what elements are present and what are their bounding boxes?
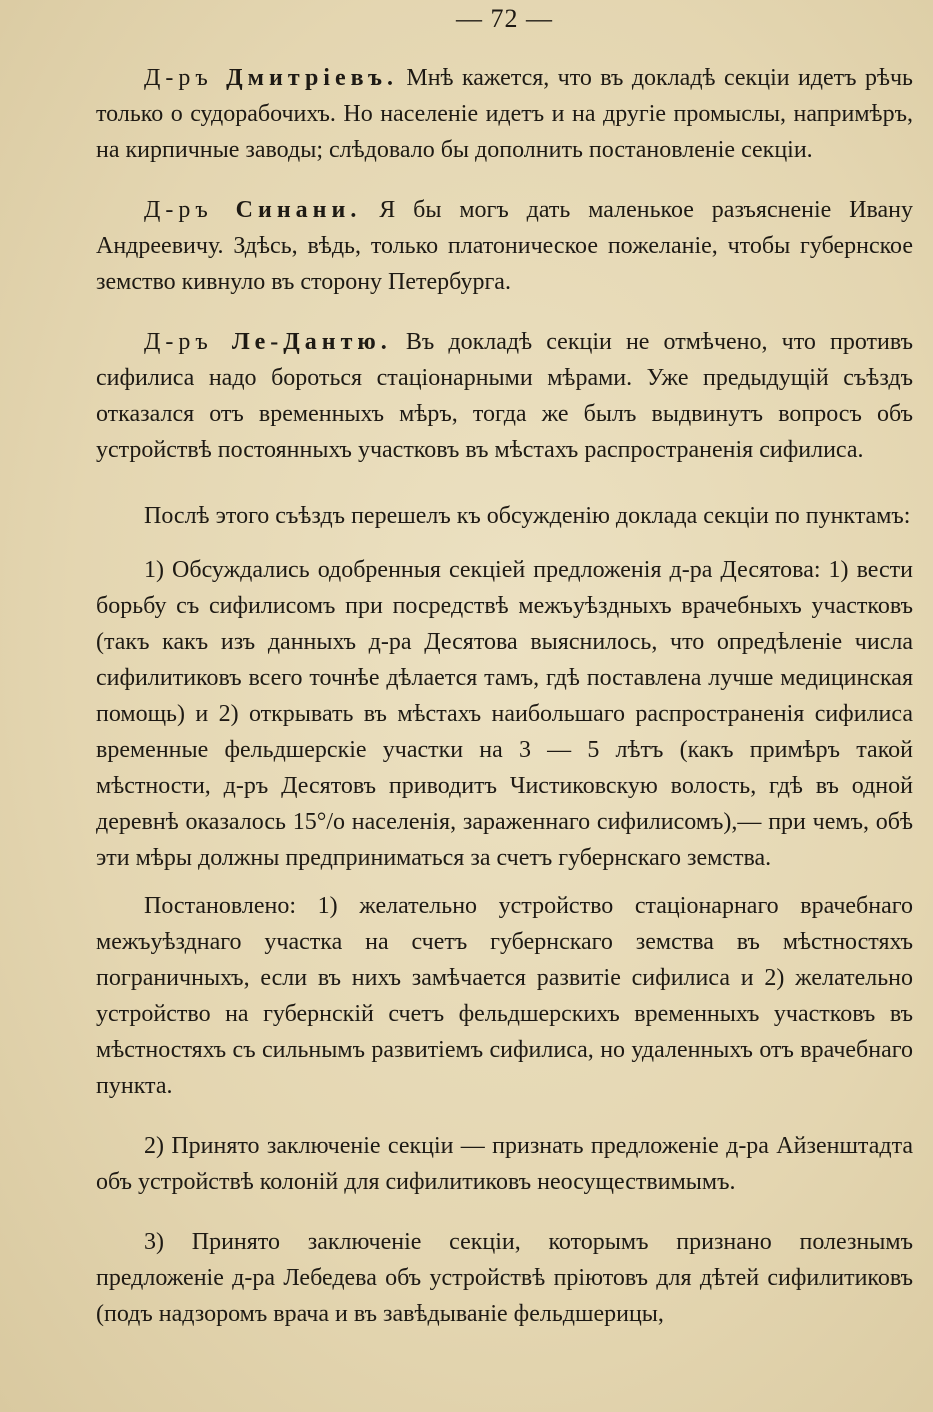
paragraph-sinani [96,192,913,300]
paragraph-text: Въ докладѣ секціи не отмѣчено, что противъ сифилиса надо бороться стаціонарными мѣрами. Уже предыдущій съѣздъ отказался отъ временныхъ мѣръ, тогда же былъ выдвинутъ вопросъ объ устройствѣ постоянныхъ участковъ въ мѣстахъ распространенія сифилиса. [96,329,913,463]
paragraph-le-dantyu [96,324,913,468]
speaker-prefix: Д-ръ [144,329,232,355]
paragraph-dmitriev [96,60,913,168]
paragraph-item-3: 3) Принято заключеніе секціи, которымъ признано полезнымъ предложеніе д-ра Лебедева объ устройствѣ пріютовъ для дѣтей сифилитиковъ (подъ надзоромъ врача и въ завѣдываніе фельдшерицы, [96,1229,913,1327]
paragraph-text: Я бы могъ дать маленькое разъясненіе Ивану Андреевичу. Здѣсь, вѣдь, только платоническое пожеланіе, чтобы губернское земство кивнуло въ сторону Петербурга. [96,197,914,295]
speaker-prefix: Д-ръ [144,65,227,91]
paragraph-item-2: 2) Принято заключеніе секціи — признать предложеніе д-ра Айзенштадта объ устройствѣ колоній для сифилитиковъ неосуществимымъ. [96,1133,913,1195]
speaker-prefix: Д-ръ [144,197,236,223]
paragraph-transition: Послѣ этого съѣздъ перешелъ къ обсужденію доклада секціи по пунктамъ: [144,503,911,529]
page-number: — 72 — [456,4,553,33]
paragraph-item-1: 1) Обсуждались одобренныя секціей предложенія д-ра Десятова: 1) вести борьбу съ сифилисомъ при посредствѣ межъуѣздныхъ врачебныхъ участковъ (такъ какъ изъ данныхъ д-ра Десятова выяснилось, что опредѣленіе числа сифилитиковъ всего точнѣе дѣлается тамъ, гдѣ поставлена лучше медицинская помощь) и 2) открывать въ мѣстахъ наибольшаго распространенія сифилиса временные фельдшерскіе участки на 3 — 5 лѣтъ (какъ примѣръ такой мѣстности, д-ръ Десятовъ приводитъ Чистиковскую волость, гдѣ въ одной деревнѣ оказалось 15°/o населенія, зараженнаго сифилисомъ),— при чемъ, обѣ эти мѣры должны предприниматься за счетъ губернскаго земства. [96,557,913,871]
paragraph-text: Мнѣ кажется, что въ докладѣ секціи идетъ рѣчь только о судорабочихъ. Но населеніе идетъ и на другіе промыслы, напримѣръ, на кирпичные заводы; слѣдовало бы дополнить постановленіе секціи. [96,65,914,163]
speaker-name: Ле-Дантю. [231,329,392,355]
speaker-name: Дмитріевъ. [226,65,398,91]
speaker-name: Синани. [235,197,362,223]
paragraph-resolution: Постановлено: 1) желательно устройство стаціонарнаго врачебнаго межъуѣзднаго участка на счетъ губернскаго земства въ мѣстностяхъ пограничныхъ, если въ нихъ замѣчается развитіе сифилиса и 2) желательно устройство на губернскій счетъ фельдшерскихъ временныхъ участковъ въ мѣстностяхъ съ сильнымъ развитіемъ сифилиса, но удаленныхъ отъ врачебнаго пункта. [96,893,913,1099]
